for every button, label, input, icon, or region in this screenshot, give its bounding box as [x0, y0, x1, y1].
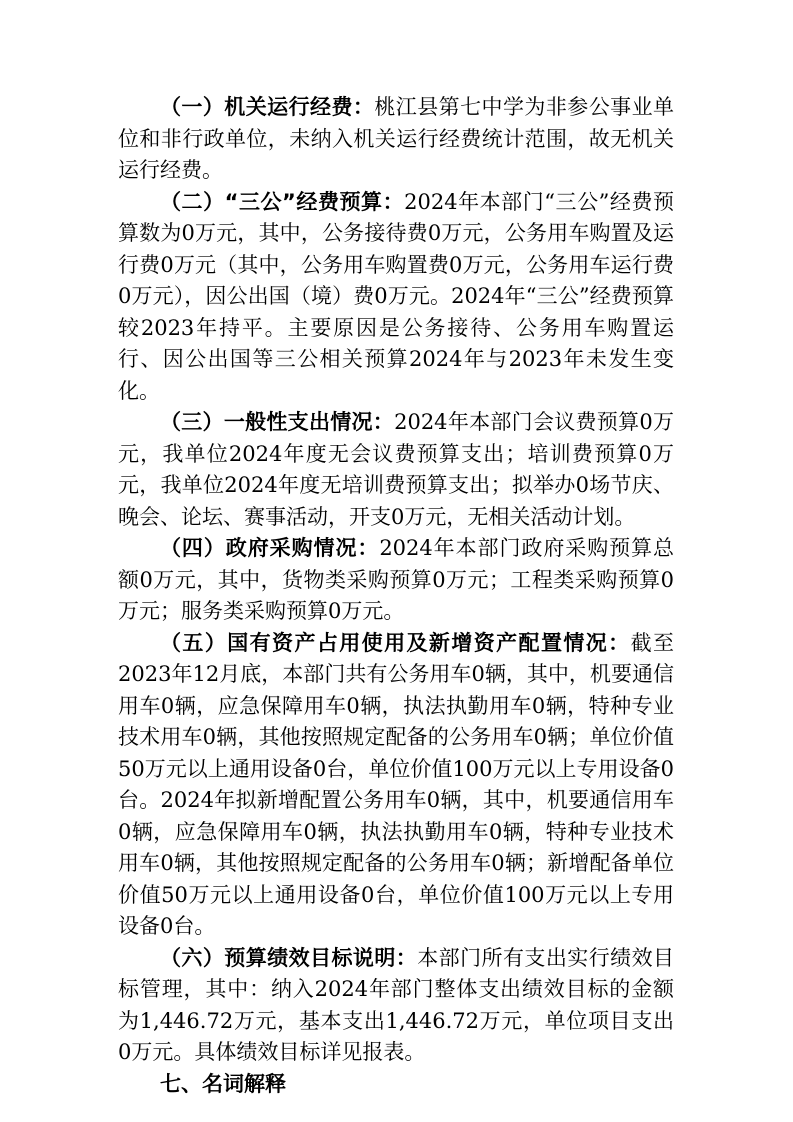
paragraph-heading: （二）“三公”经费预算：: [160, 189, 405, 214]
paragraph-heading: （三）一般性支出情况：: [160, 410, 395, 434]
paragraph-general-expenses: [118, 407, 674, 533]
paragraph-heading: （六）预算绩效目标说明：: [160, 945, 418, 970]
paragraph-three-public-expenses: [118, 187, 674, 408]
paragraph-performance-targets: [118, 943, 674, 1069]
paragraph-state-assets: [118, 628, 674, 943]
paragraph-text: 截至2023年12月底，本部门共有公务用车0辆，其中，机要通信用车0辆，应急保障用车0辆，执法执勤用车0辆，特种专业技术用车0辆，其他按照规定配备的公务用车0辆；单位价值50万元以上通用设备0台，单位价值100万元以上专用设备0台。2024年拟新增配置公务用车0辆，其中，机要通信用车0辆，应急保障用车0辆，执法执勤用车0辆，特种专业技术用车0辆，其他按照规定配备的公务用车0辆；新增配备单位价值50万元以上通用设备0台，单位价值100万元以上专用设备0台。: [118, 630, 675, 938]
paragraph-text: 桃江县第七中学为非参公事业单位和非行政单位，未纳入机关运行经费统计范围，故无机关运行经费。: [118, 95, 675, 182]
paragraph-text: 本部门所有支出实行绩效目标管理，其中：纳入2024年部门整体支出绩效目标的金额为1,446.72万元，基本支出1,446.72万元，单位项目支出0万元。具体绩效目标详见报表。: [118, 945, 675, 1064]
section-heading-glossary: 七、名词解释: [160, 1071, 286, 1096]
document-body: [118, 92, 674, 1100]
paragraph-heading: （五）国有资产占用使用及新增资产配置情况：: [160, 630, 631, 655]
paragraph-text: 2024年本部门“三公”经费预算数为0万元，其中，公务接待费0万元，公务用车购置及运行费0万元（其中，公务用车购置费0万元，公务用车运行费0万元），因公出国（境）费0万元。2024年“三公”经费预算较2023年持平。主要原因是公务接待、公务用车购置运行、因公出国等三公相关预算2024年与2023年未发生变化。: [118, 189, 674, 403]
paragraph-operating-expenses: [118, 92, 674, 187]
paragraph-government-procurement: [118, 533, 674, 628]
paragraph-text: 2024年本部门政府采购预算总额0万元，其中，货物类采购预算0万元；工程类采购预算0万元；服务类采购预算0万元。: [118, 536, 674, 623]
paragraph-heading: （四）政府采购情况：: [160, 536, 380, 560]
paragraph-heading: （一）机关运行经费：: [160, 95, 375, 119]
paragraph-text: 2024年本部门会议费预算0万元，我单位2024年度无会议费预算支出；培训费预算0万元，我单位2024年度无培训费预算支出；拟举办0场节庆、晚会、论坛、赛事活动，开支0万元，无相关活动计划。: [118, 410, 674, 529]
